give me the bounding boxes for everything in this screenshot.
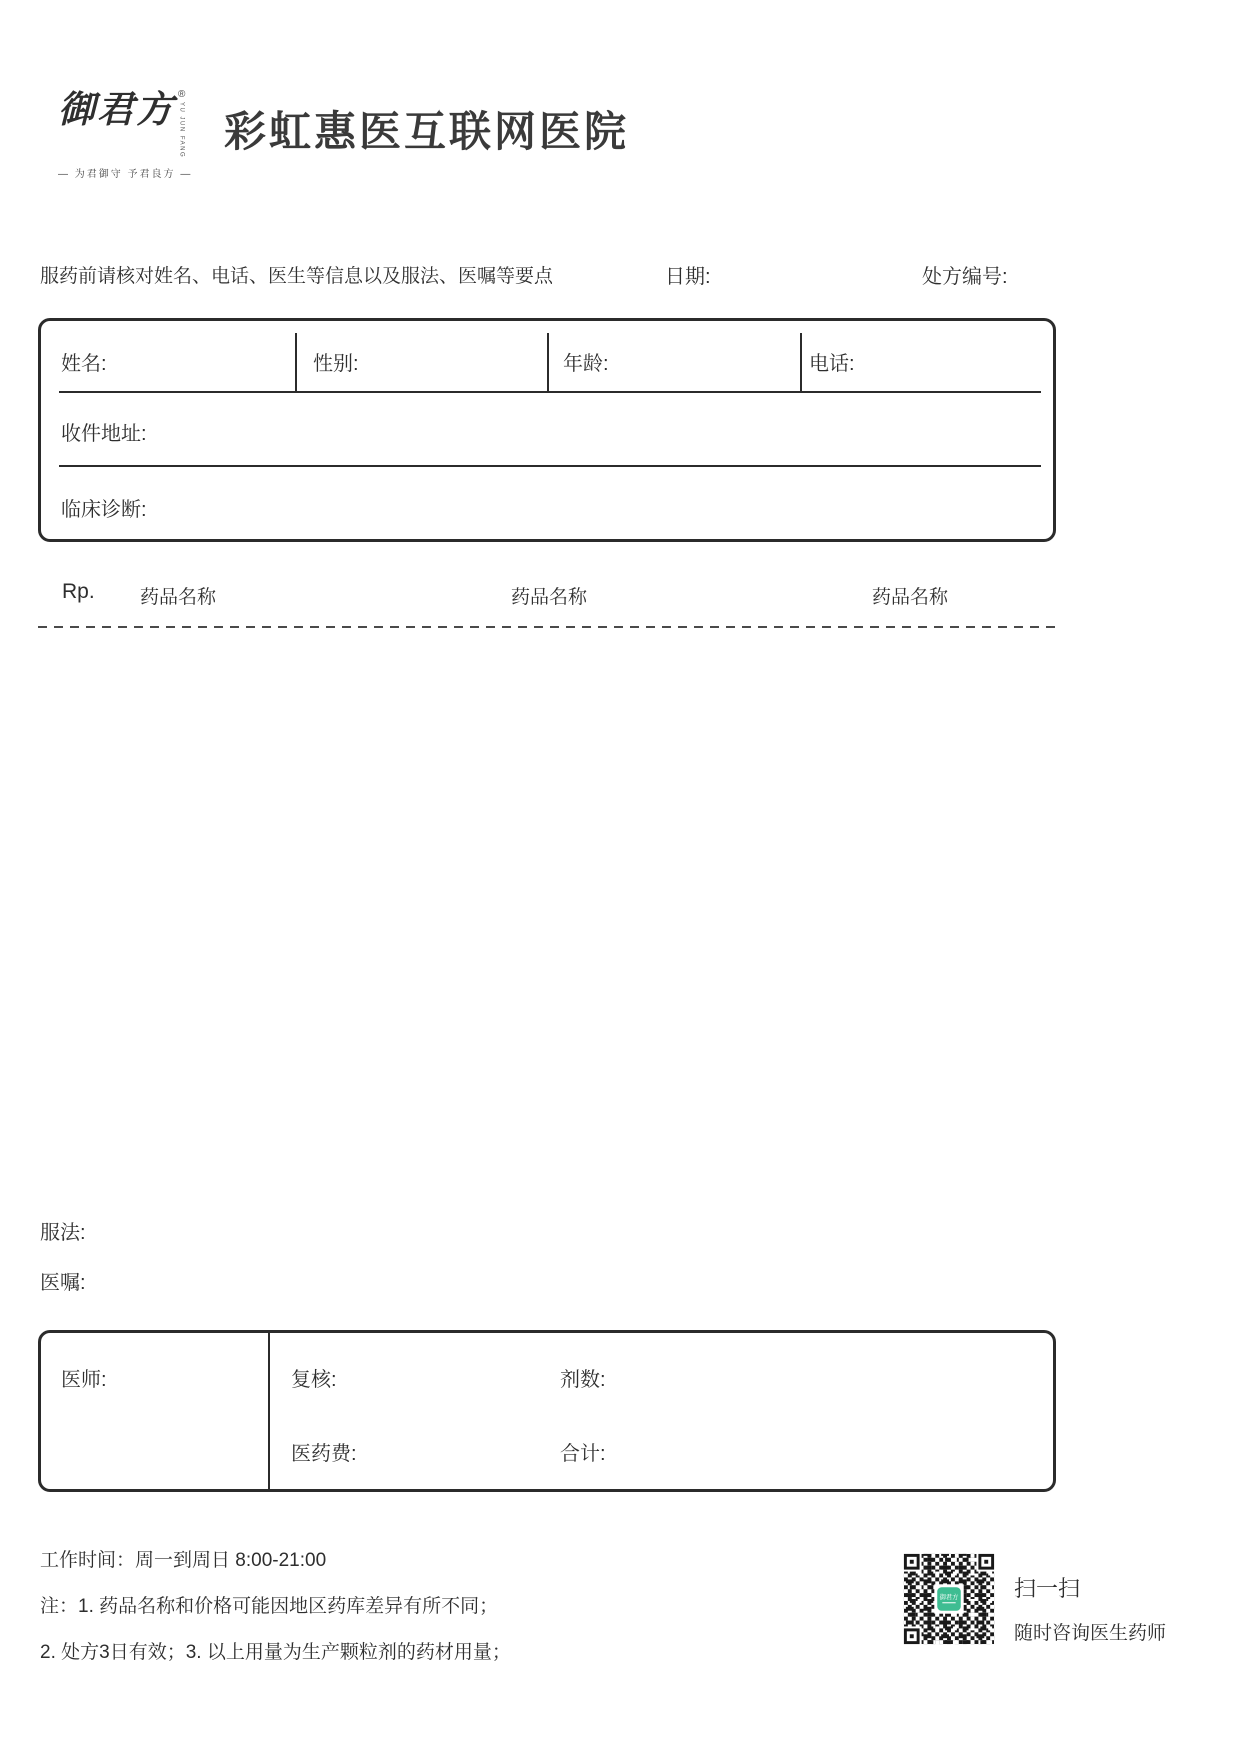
pre-use-notice: 服药前请核对姓名、电话、医生等信息以及服法、医嘱等要点	[40, 266, 554, 287]
working-hours: 工作时间：周一到周日 8:00-21:00	[40, 1550, 327, 1571]
physician-field-label: 医师:	[61, 1369, 107, 1391]
cell-divider	[268, 1333, 270, 1489]
row-divider	[59, 391, 1041, 393]
dashed-separator	[38, 626, 1056, 628]
qr-code	[900, 1550, 998, 1648]
hospital-title: 彩虹惠医互联网医院	[224, 108, 630, 155]
date-field-label: 日期:	[665, 266, 711, 288]
scan-title: 扫一扫	[1014, 1576, 1081, 1601]
cell-divider	[547, 333, 549, 391]
total-field-label: 合计:	[560, 1443, 606, 1465]
review-field-label: 复核:	[291, 1369, 337, 1391]
cell-divider	[295, 333, 297, 391]
scan-subtitle: 随时咨询医生药师	[1014, 1623, 1167, 1644]
advice-field-label: 医嘱:	[40, 1272, 86, 1294]
rp-label: Rp.	[62, 580, 95, 603]
brand-logo-text: 御君方	[58, 90, 175, 131]
row-divider	[59, 465, 1041, 467]
signoff-box	[38, 1330, 1056, 1492]
rx-number-field-label: 处方编号:	[922, 266, 1008, 288]
address-field-label: 收件地址:	[61, 423, 147, 445]
usage-field-label: 服法:	[40, 1222, 86, 1244]
gender-field-label: 性别:	[313, 353, 359, 375]
qr-center-logo	[934, 1584, 963, 1613]
fee-field-label: 医药费:	[291, 1443, 357, 1465]
brand-logo	[58, 90, 192, 180]
patient-info-box	[38, 318, 1056, 542]
qr-center-logo-text: 御君方	[939, 1594, 959, 1601]
drug-name-column-header: 药品名称	[511, 587, 588, 608]
doses-field-label: 剂数:	[560, 1369, 606, 1391]
drug-name-column-header: 药品名称	[140, 587, 217, 608]
name-field-label: 姓名:	[61, 353, 107, 375]
note-line-1: 注：1. 药品名称和价格可能因地区药库差异有所不同；	[40, 1596, 499, 1617]
note-line-2: 2. 处方3日有效；3. 以上用量为生产颗粒剂的药材用量；	[40, 1642, 511, 1663]
cell-divider	[800, 333, 802, 391]
drug-name-column-header: 药品名称	[872, 587, 949, 608]
brand-latin-name: YU JUN FANG	[178, 102, 185, 159]
registered-trademark-icon: ®	[178, 89, 186, 100]
brand-tagline: — 为君御守 予君良方 —	[58, 169, 193, 181]
phone-field-label: 电话:	[809, 353, 855, 375]
diagnosis-field-label: 临床诊断:	[61, 499, 147, 521]
age-field-label: 年龄:	[563, 353, 609, 375]
